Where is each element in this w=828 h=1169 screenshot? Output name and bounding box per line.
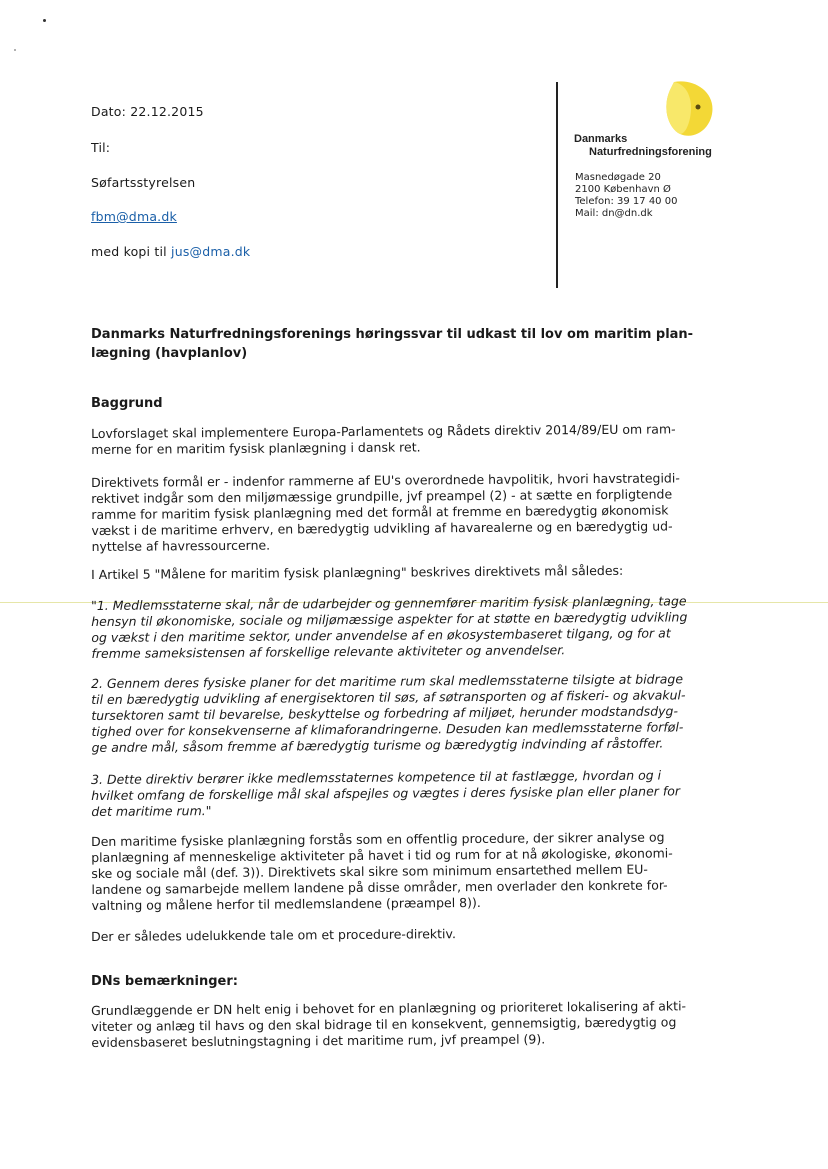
yellow-leaf-logo-icon [660, 78, 718, 140]
para-line: tursektoren samt til bevarelse, beskyttelse og forbedring af miljøet, herunder modstandsdyg- [91, 703, 679, 723]
para-line: hensyn til økonomiske, sociale og miljømæssige aspekter for at støtte en bæredygtig udvikling [91, 609, 688, 629]
paragraph-5 [91, 924, 751, 945]
para-line: det maritime rum." [91, 803, 212, 819]
para-line: og vækst i den maritime sektor, under anvendelse af en økosystembaseret tilgang, og for at [91, 625, 671, 645]
org-address: Masnedøgade 20 [575, 172, 661, 183]
para-line: Lovforslaget skal implementere Europa-Parlamentets og Rådets direktiv 2014/89/EU om ram- [91, 421, 676, 441]
para-line: Den maritime fysiske planlægning forstås som en offentlig procedure, der sikrer analyse og [91, 829, 665, 849]
para-line: ske og sociale mål (def. 3)). Direktivets skal sikre som minimum ensartethed mellem EU- [91, 861, 648, 881]
cc-line [91, 244, 250, 259]
para-line: Direktivets formål er - indenfor rammerne af EU's overordnede havpolitik, hvori havstrategidi- [91, 470, 680, 490]
para-line: 3. Dette direktiv berører ikke medlemsstaternes kompetence til at fastlægge, hvordan og i [91, 767, 662, 787]
para-line: merne for en maritim fysisk planlægning i dansk ret. [91, 439, 421, 457]
para-line: Der er således udelukkende tale om et procedure-direktiv. [91, 926, 456, 944]
para-line: planlægning af menneskelige aktiviteter på havet i tid og rum for at nå økologiske, økonomi- [91, 845, 673, 865]
paragraph-2 [91, 470, 752, 555]
para-line: I Artikel 5 "Målene for maritim fysisk planlægning" beskrives direktivets mål således: [91, 562, 624, 582]
paragraph-1 [91, 421, 751, 458]
org-name-line2: Naturfredningsforening [589, 146, 712, 158]
para-line: vækst i de maritime erhverv, en bæredygtig udvikling af havarealerne og en bæredygtig ud- [91, 518, 673, 538]
paragraph-4 [91, 829, 752, 914]
paragraph-6 [91, 998, 751, 1051]
cc-prefix: med kopi til [91, 244, 167, 259]
para-line: landene og samarbejde mellem landene på disse områder, men overlader den konkrete for- [91, 877, 668, 897]
scan-speck [14, 49, 16, 51]
para-line: valtning og målene herfor til medlemslandene (præampel 8)). [91, 894, 481, 913]
para-line: evidensbaseret beslutningstagning i det maritime rum, jvf preampel (9). [91, 1031, 546, 1050]
scan-speck [43, 19, 46, 22]
header-divider [556, 82, 558, 288]
recipient-email-link[interactable]: fbm@dma.dk [91, 209, 177, 224]
to-label: Til: [91, 140, 111, 155]
quote-point-3 [91, 767, 751, 820]
section-heading-background: Baggrund [91, 396, 163, 411]
quote-point-1 [91, 593, 751, 662]
org-name-line1: Danmarks [574, 133, 628, 145]
org-city: 2100 København Ø [575, 184, 671, 195]
para-line: 2. Gennem deres fysiske planer for det maritime rum skal medlemsstaterne tilsigte at bidrage [91, 671, 684, 691]
para-line: ramme for maritim fysisk planlægning med det formål at fremme en bæredygtig økonomisk [91, 502, 669, 522]
org-phone: Telefon: 39 17 40 00 [575, 196, 678, 207]
para-line: viteter og anlæg til havs og den skal bidrage til en konsekvent, gennemsigtig, bæredygtig og [91, 1014, 677, 1034]
para-line: hvilket omfang de forskellige mål skal afspejles og vægtes i deres fysiske plan eller planer for [91, 783, 681, 803]
cc-email-link[interactable]: jus@dma.dk [171, 244, 251, 259]
para-line: "1. Medlemsstaterne skal, når de udarbejder og gennemfører maritim fysisk planlægning, tage [91, 593, 687, 613]
document-title [91, 325, 741, 363]
org-mail: Mail: dn@dn.dk [575, 208, 653, 219]
recipient-name: Søfartsstyrelsen [91, 175, 196, 190]
title-line: lægning (havplanlov) [91, 346, 248, 361]
quote-point-2 [91, 671, 752, 756]
para-line: fremme sameksistensen af forskellige relevante aktiviteter og anvendelser. [91, 642, 566, 661]
para-line: nyttelse af havressourcerne. [91, 537, 271, 554]
date-line: Dato: 22.12.2015 [91, 104, 204, 119]
para-line: rektivet indgår som den miljømæssige grundpille, jvf preampel (2) - at sætte en forpligtende [91, 486, 673, 506]
para-line: Grundlæggende er DN helt enig i behovet for en planlægning og prioriteret lokalisering af akti- [91, 998, 687, 1018]
paragraph-3 [91, 562, 751, 583]
para-line: tighed over for konsekvenserne af klimaforandringerne. Desuden kan medlemsstaterne forføl- [91, 719, 684, 739]
para-line: ge andre mål, såsom fremme af bæredygtig turisme og bæredygtig indvinding af råstoffer. [91, 735, 664, 755]
section-heading-remarks: DNs bemærkninger: [91, 974, 238, 989]
title-line: Danmarks Naturfredningsforenings høringssvar til udkast til lov om maritim plan- [91, 327, 694, 342]
para-line: til en bæredygtig udvikling af energisektoren til søs, af søtransporten og af fiskeri- og akvakul- [91, 687, 686, 707]
